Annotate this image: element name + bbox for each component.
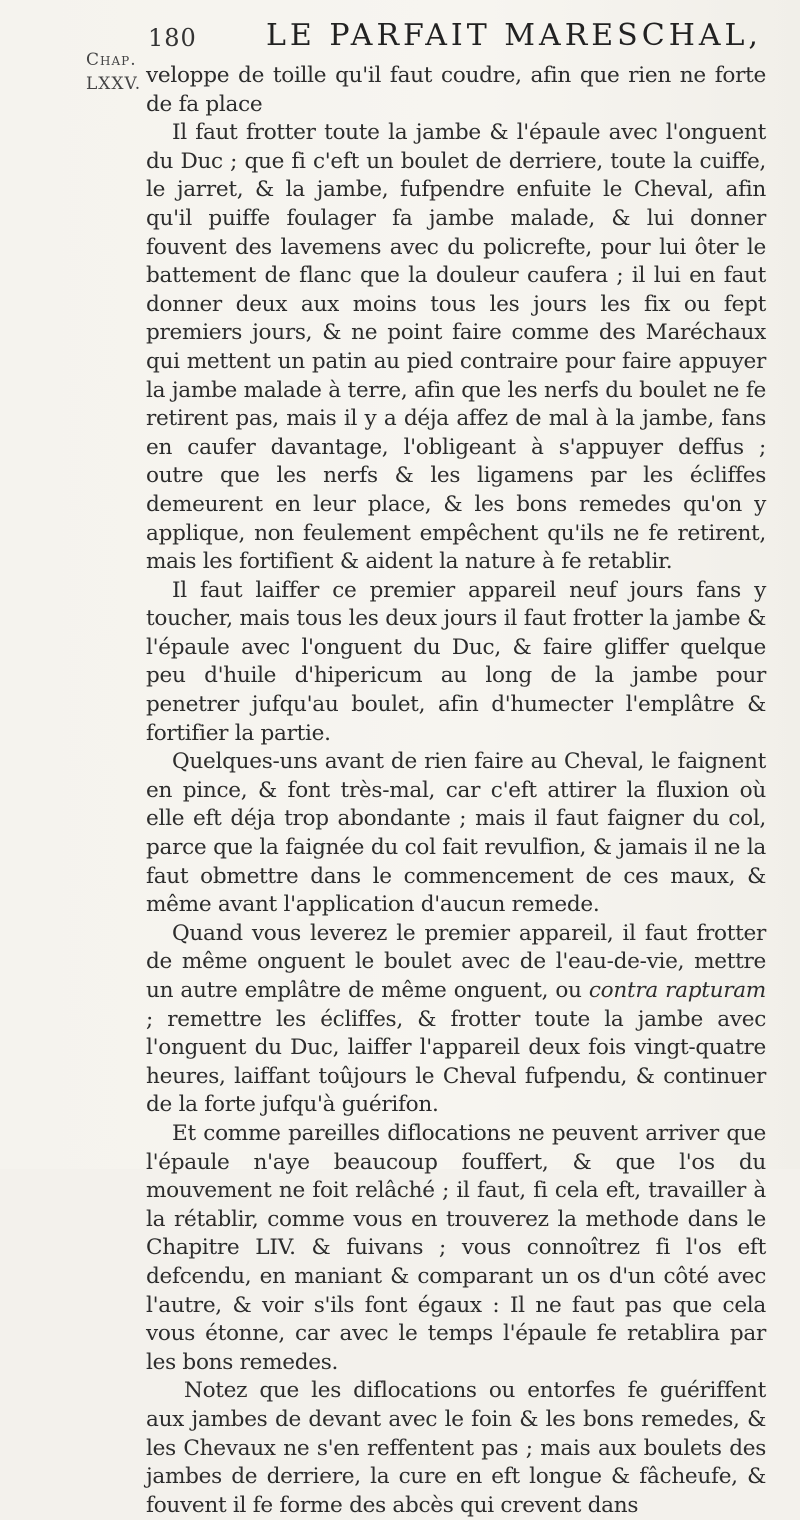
running-title: LE PARFAIT MARESCHAL, [266, 18, 762, 53]
paragraph-5-end: ; remettre les écliffes, & frotter toute la jambe avec l'onguent du Duc, laiffer l'appareil deux fois vingt-quatre heures, laiffant toûjours le Cheval fufpendu, & continuer de la forte jufqu'à guérifon. [146, 1006, 766, 1118]
paragraph-5-start: Quand vous leverez le premier appareil, il faut frotter de même onguent le boulet avec de l'eau-de-vie, mettre un autre emplâtre de même onguent, ou [146, 920, 766, 1003]
chapter-label: Chap. [86, 50, 137, 70]
paragraph-1: veloppe de toille qu'il faut coudre, afin que rien ne forte de fa place [146, 63, 766, 117]
paragraph-6: Et comme pareilles diflocations ne peuvent arriver que l'épaule n'aye beaucoup fouffert, & que l'os du mouvement ne foit relâché ; il faut, fi cela eft, travailler à la rétablir, comme vous en trouverez la methode dans le Chapitre LIV. & fuivans ; vous connoîtrez fi l'os eft defcendu, en maniant & comparant un os d'un côté avec l'autre, & voir s'ils font égaux : Il ne faut pas que cela vous étonne, car avec le temps l'épaule fe retablira par les bons remedes. [146, 1120, 766, 1375]
page-number: 180 [148, 24, 197, 52]
paragraph-7: Notez que les diflocations ou entorfes fe guériffent aux jambes de devant avec le foin & les bons remedes, & les Chevaux ne s'en reffentent pas ; mais aux boulets des jambes de derriere, la cure en eft longue & fâcheufe, & fouvent il fe forme des abcès qui crevent dans [146, 1378, 766, 1518]
chapter-number: LXXV. [86, 74, 142, 94]
chapter-margin-note [86, 48, 141, 96]
paragraph-5 [146, 920, 766, 1120]
paragraph-4: Quelques-uns avant de rien faire au Cheval, le faignent en pince, & font très-mal, car c'eft attirer la fluxion où elle eft déja trop abondante ; mais il faut faigner du col, parce que la faignée du col fait revulfion, & jamais il ne la faut obmettre dans le commencement de ces maux, & même avant l'application d'aucun remede. [146, 749, 766, 918]
latin-term: contra rapturam [588, 978, 766, 1003]
body-text [146, 40, 766, 1520]
paragraph-2: Il faut frotter toute la jambe & l'épaule avec l'onguent du Duc ; que fi c'eft un boulet de derriere, toute la cuiffe, le jarret, & la jambe, fufpendre enfuite le Cheval, afin qu'il puiffe foulager fa jambe malade, & lui donner fouvent des lavemens avec du policrefte, pour lui ôter le battement de flanc que la douleur caufera ; il lui en faut donner deux aux moins tous les jours les fix ou fept premiers jours, & ne point faire comme des Maréchaux qui mettent un patin au pied contraire pour faire appuyer la jambe malade à terre, afin que les nerfs du boulet ne fe retirent pas, mais il y a déja affez de mal à la jambe, fans en caufer davantage, l'obligeant à s'appuyer deffus ; outre que les nerfs & les ligamens par les écliffes demeurent en leur place, & les bons remedes qu'on y applique, non feulement empêchent qu'ils ne fe retirent, mais les fortifient & aident la nature à fe retablir. [146, 120, 766, 575]
paragraph-3: Il faut laiffer ce premier appareil neuf jours fans y toucher, mais tous les deux jours il faut frotter la jambe & l'épaule avec l'onguent du Duc, & faire gliffer quelque peu d'huile d'hipericum au long de la jambe pour penetrer jufqu'au boulet, afin d'humecter l'emplâtre & fortifier la partie. [146, 577, 766, 746]
